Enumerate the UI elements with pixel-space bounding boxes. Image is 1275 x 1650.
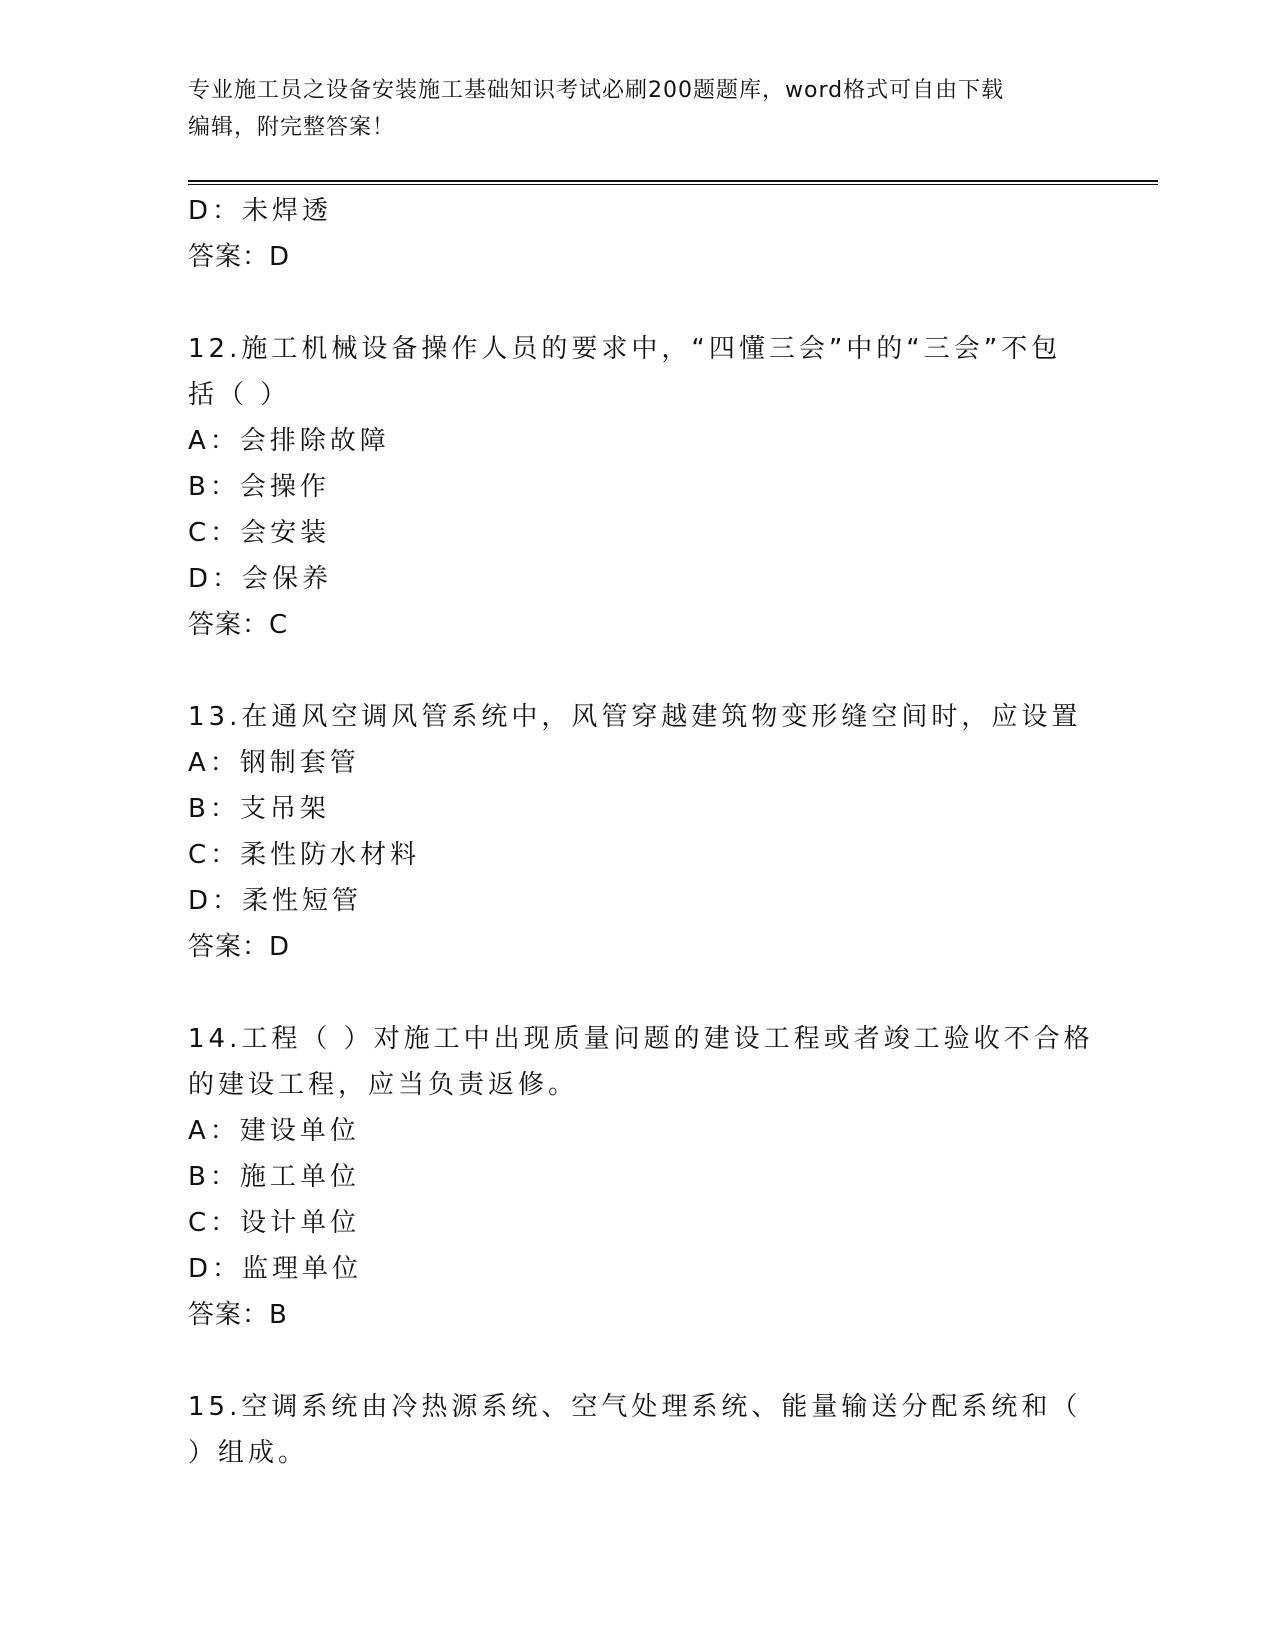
q12-question-line-1: 12.施工机械设备操作人员的要求中，“四懂三会”中的“三会”不包 <box>188 334 1062 364</box>
q14-option-d: D：监理单位 <box>188 1254 363 1284</box>
q14-option-c: C：设计单位 <box>188 1208 361 1238</box>
q13-question-line-1: 13.在通风空调风管系统中，风管穿越建筑物变形缝空间时，应设置 <box>188 702 1082 732</box>
header-line-1: 专业施工员之设备安装施工基础知识考试必刷200题题库，word格式可自由下载 <box>188 78 1005 103</box>
q13-option-b: B：支吊架 <box>188 794 330 824</box>
header-line-2: 编辑，附完整答案！ <box>188 115 396 140</box>
header-divider-thin <box>188 184 1158 185</box>
q14-answer: 答案：B <box>188 1300 288 1330</box>
spacer <box>188 648 1088 694</box>
q14-option-a: A：建设单位 <box>188 1116 360 1146</box>
q12-question-line-2: 括（ ） <box>188 380 291 410</box>
q12-option-d: D：会保养 <box>188 564 333 594</box>
q12-option-c: C：会安装 <box>188 518 331 548</box>
q15-question-line-2: ）组成。 <box>188 1438 309 1468</box>
q12-option-b: B：会操作 <box>188 472 330 502</box>
q14-option-b: B：施工单位 <box>188 1162 360 1192</box>
q13-option-c: C：柔性防水材料 <box>188 840 421 870</box>
q14-question-line-1: 14.工程（ ）对施工中出现质量问题的建设工程或者竣工验收不合格 <box>188 1024 1094 1054</box>
q13-option-d: D：柔性短管 <box>188 886 363 916</box>
q12-option-a: A：会排除故障 <box>188 426 390 456</box>
q12-answer: 答案：C <box>188 610 289 640</box>
spacer <box>188 280 1088 326</box>
q11-option-d: D：未焊透 <box>188 196 333 226</box>
q11-answer: 答案：D <box>188 242 291 272</box>
spacer <box>188 970 1088 1016</box>
q13-option-a: A：钢制套管 <box>188 748 360 778</box>
q15-question-line-1: 15.空调系统由冷热源系统、空气处理系统、能量输送分配系统和（ <box>188 1392 1082 1422</box>
question-list <box>188 188 1094 1476</box>
header-divider-thick <box>188 180 1158 182</box>
spacer <box>188 1338 1088 1384</box>
q13-answer: 答案：D <box>188 932 291 962</box>
document-header <box>188 72 1088 146</box>
q14-question-line-2: 的建设工程，应当负责返修。 <box>188 1070 579 1100</box>
